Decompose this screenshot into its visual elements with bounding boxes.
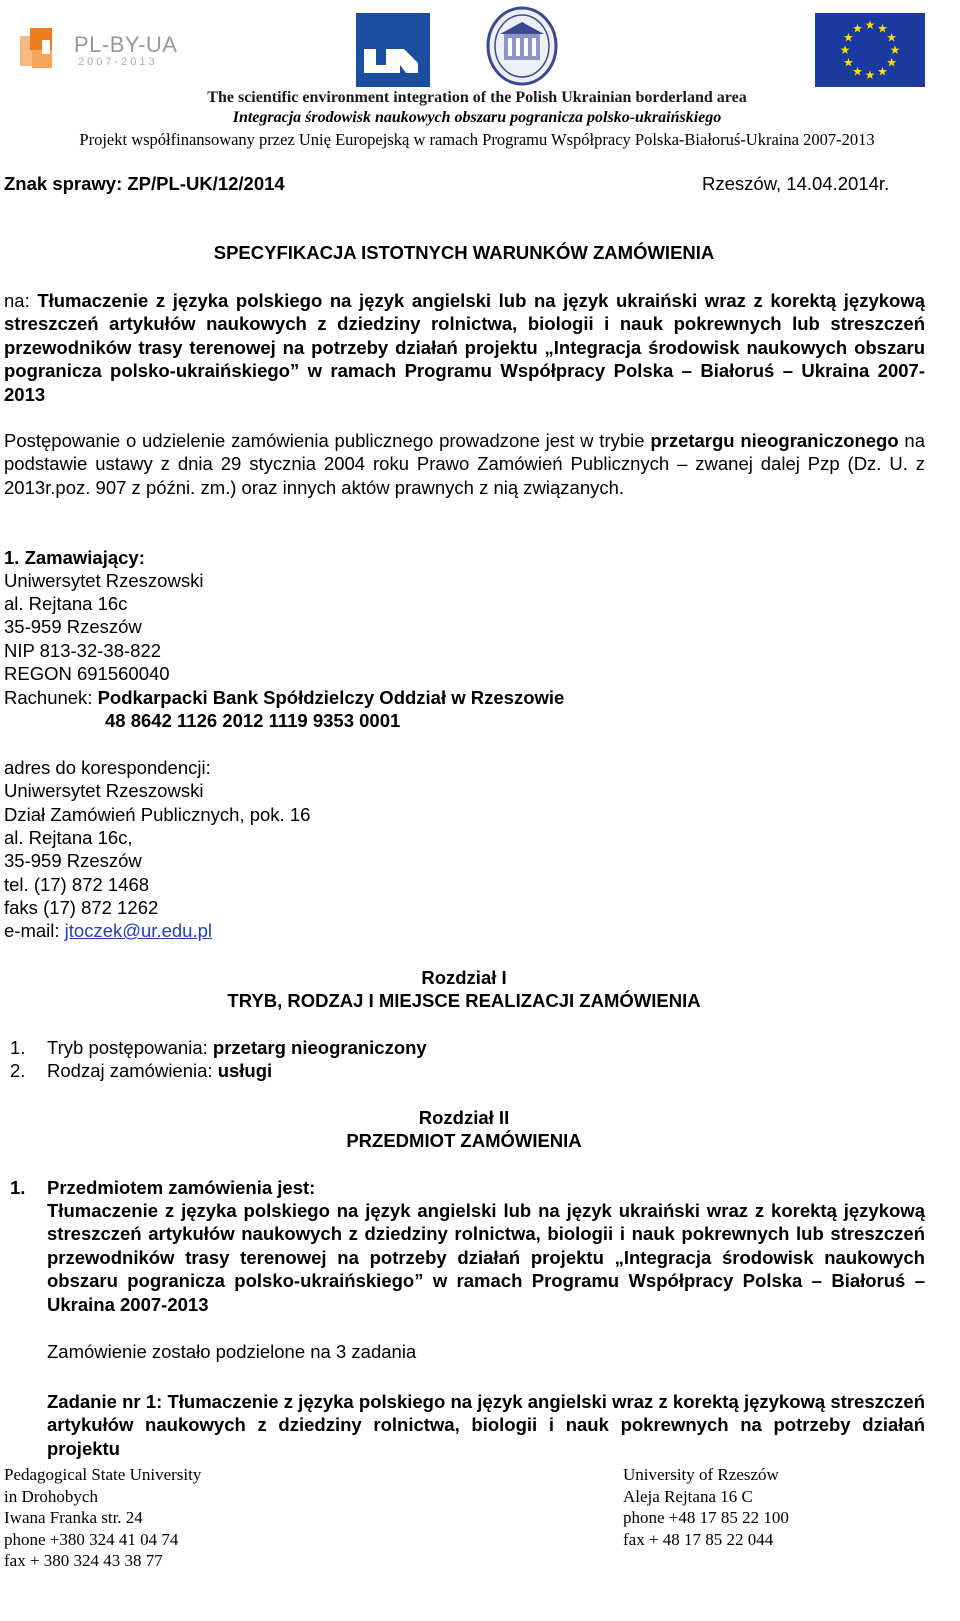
eu-star-icon: ★ (877, 64, 888, 79)
chapter2-title: PRZEDMIOT ZAMÓWIENIA (346, 1130, 582, 1151)
chapter1-heading: Rozdział I (421, 967, 507, 988)
header-cofinancing: Projekt współfinansowany przez Unię Europejską w ramach Programu Współpracy Polska-Białoruś-Ukraina 2007-2013 (79, 130, 875, 149)
chapter2-item-text: Tłumaczenie z języka polskiego na język angielski lub na język ukraiński wraz z korektą językową streszczeń artykułów naukowych z dziedziny rolnictwa, biologii i nauk pokrewnych lub streszczeń przewodników trasy terenowej na potrzeby działań projektu „Integracja środowisk naukowych obszaru pogranicza polsko-ukraińskiego” w ramach Programu Współpracy Polska – Białoruś – Ukraina 2007-2013 (47, 1200, 925, 1315)
case-number: Znak sprawy: ZP/PL-UK/12/2014 (4, 173, 285, 194)
footer-left-line: Pedagogical State University (4, 1465, 202, 1484)
footer-left-line: fax + 380 324 43 38 77 (4, 1551, 163, 1570)
eu-star-icon: ★ (864, 18, 876, 32)
correspondence-name: Uniwersytet Rzeszowski (4, 780, 204, 801)
correspondence-email (4, 919, 212, 942)
chapter2-item-num: 1. (10, 1177, 26, 1198)
logo-years: 2007-2013 (78, 56, 158, 68)
footer-left-line: phone +380 324 41 04 74 (4, 1529, 179, 1549)
orderer-name: Uniwersytet Rzeszowski (4, 570, 204, 591)
correspondence-fax: faks (17) 872 1262 (4, 897, 159, 918)
orderer-street: al. Rejtana 16c (4, 593, 128, 614)
eu-star-icon: ★ (889, 43, 901, 57)
correspondence-label: adres do korespondencji: (4, 757, 211, 778)
header-polish-title: Integracja środowisk naukowych obszaru pogranicza polsko-ukraińskiego (232, 109, 722, 126)
footer-right-line: phone +48 17 85 22 100 (623, 1508, 789, 1527)
orderer-heading: 1. Zamawiający: (4, 547, 145, 568)
bank-name: Podkarpacki Bank Spółdzielczy Oddział w Rzeszowie (97, 687, 565, 708)
eu-flag (815, 13, 925, 87)
item-label: Rodzaj zamówienia: (47, 1060, 218, 1081)
header-english-title: The scientific environment integration of the Polish Ukrainian borderland area (207, 89, 747, 106)
procedure-part2: na podstawie ustawy z dnia 29 stycznia 2004 roku Prawo Zamówień Publicznych – zwanej dalej Pzp (Dz. U. z 2013r.poz. 907 z późni. zm.) oraz innych aktów prawnych z nią związanych. (4, 430, 925, 498)
split-note: Zamówienie zostało podzielone na 3 zadania (47, 1341, 417, 1362)
eu-star-icon: ★ (864, 68, 876, 82)
eu-star-icon: ★ (852, 64, 863, 79)
pl-by-ua-logo (18, 22, 178, 78)
footer-left-line: in Drohobych (4, 1486, 98, 1506)
drohobych-university-seal (486, 6, 558, 86)
chapter1-item-2 (10, 1059, 272, 1082)
item-num: 1. (10, 1037, 26, 1058)
item-num: 2. (10, 1060, 26, 1081)
account-number: 48 8642 1126 2012 1119 9353 0001 (105, 710, 401, 731)
document-title: SPECYFIKACJA ISTOTNYCH WARUNKÓW ZAMÓWIENIA (213, 242, 715, 263)
task-1: Zadanie nr 1: Tłumaczenie z języka polskiego na język angielski wraz z korektą językową streszczeń artykułów naukowych z dziedziny rolnictwa, biologii i nauk pokrewnych na potrzeby działań projektu (47, 1391, 925, 1459)
correspondence-street: al. Rejtana 16c, (4, 827, 133, 848)
orderer-account (4, 686, 564, 709)
eu-star-icon: ★ (839, 43, 851, 57)
footer-right-line: Aleja Rejtana 16 C (623, 1486, 753, 1506)
subject-text: Tłumaczenie z języka polskiego na język angielski lub na język ukraiński wraz z korektą językową streszczeń artykułów naukowych z dziedziny rolnictwa, biologii i nauk pokrewnych lub streszczeń przewodników trasy terenowej na potrzeby działań projektu „Integracja środowisk naukowych obszaru pogranicza polsko-ukraińskiego” w ramach Programu Współpracy Polska – Białoruś – Ukraina 2007-2013 (4, 290, 925, 405)
orderer-nip: NIP 813-32-38-822 (4, 640, 162, 661)
footer-left (4, 1464, 201, 1572)
eu-star-icon: ★ (886, 55, 898, 70)
email-label: e-mail: (4, 920, 65, 941)
ur-logo (356, 13, 430, 87)
procedure-paragraph (4, 429, 925, 499)
eu-star-icon: ★ (842, 30, 854, 45)
item-value: przetarg nieograniczony (212, 1037, 427, 1058)
eu-star-icon: ★ (852, 21, 863, 36)
subject-prefix: na: (4, 290, 38, 311)
orderer-regon: REGON 691560040 (4, 663, 170, 684)
procedure-part1: Postępowanie o udzielenie zamówienia publicznego prowadzone jest w trybie (4, 430, 651, 451)
chapter2-heading: Rozdział II (418, 1107, 510, 1128)
email-link[interactable]: jtoczek@ur.edu.pl (64, 920, 212, 941)
item-value: usługi (217, 1060, 273, 1081)
correspondence-tel: tel. (17) 872 1468 (4, 874, 150, 895)
correspondence-city: 35-959 Rzeszów (4, 850, 142, 871)
eu-star-icon: ★ (886, 30, 898, 45)
place-date: Rzeszów, 14.04.2014r. (702, 173, 890, 194)
footer-right-line: University of Rzeszów (623, 1465, 779, 1484)
account-label: Rachunek: (4, 687, 98, 708)
logo-title: PL-BY-UA (74, 32, 178, 57)
subject-paragraph (4, 289, 925, 406)
chapter2-item-label: Przedmiotem zamówienia jest: (47, 1177, 316, 1198)
item-label: Tryb postępowania: (47, 1037, 213, 1058)
eu-star-icon: ★ (877, 21, 888, 36)
footer-right-line: fax + 48 17 85 22 044 (623, 1529, 774, 1549)
eu-star-icon: ★ (842, 55, 854, 70)
chapter1-item-1 (10, 1036, 427, 1059)
footer-right (623, 1464, 789, 1550)
procedure-bold: przetargu nieograniczonego (650, 430, 899, 451)
chapter1-title: TRYB, RODZAJ I MIEJSCE REALIZACJI ZAMÓWIENIA (227, 990, 701, 1011)
correspondence-dept: Dział Zamówień Publicznych, pok. 16 (4, 804, 311, 825)
footer-left-line: Iwana Franka str. 24 (4, 1508, 143, 1527)
orderer-city: 35-959 Rzeszów (4, 616, 142, 637)
